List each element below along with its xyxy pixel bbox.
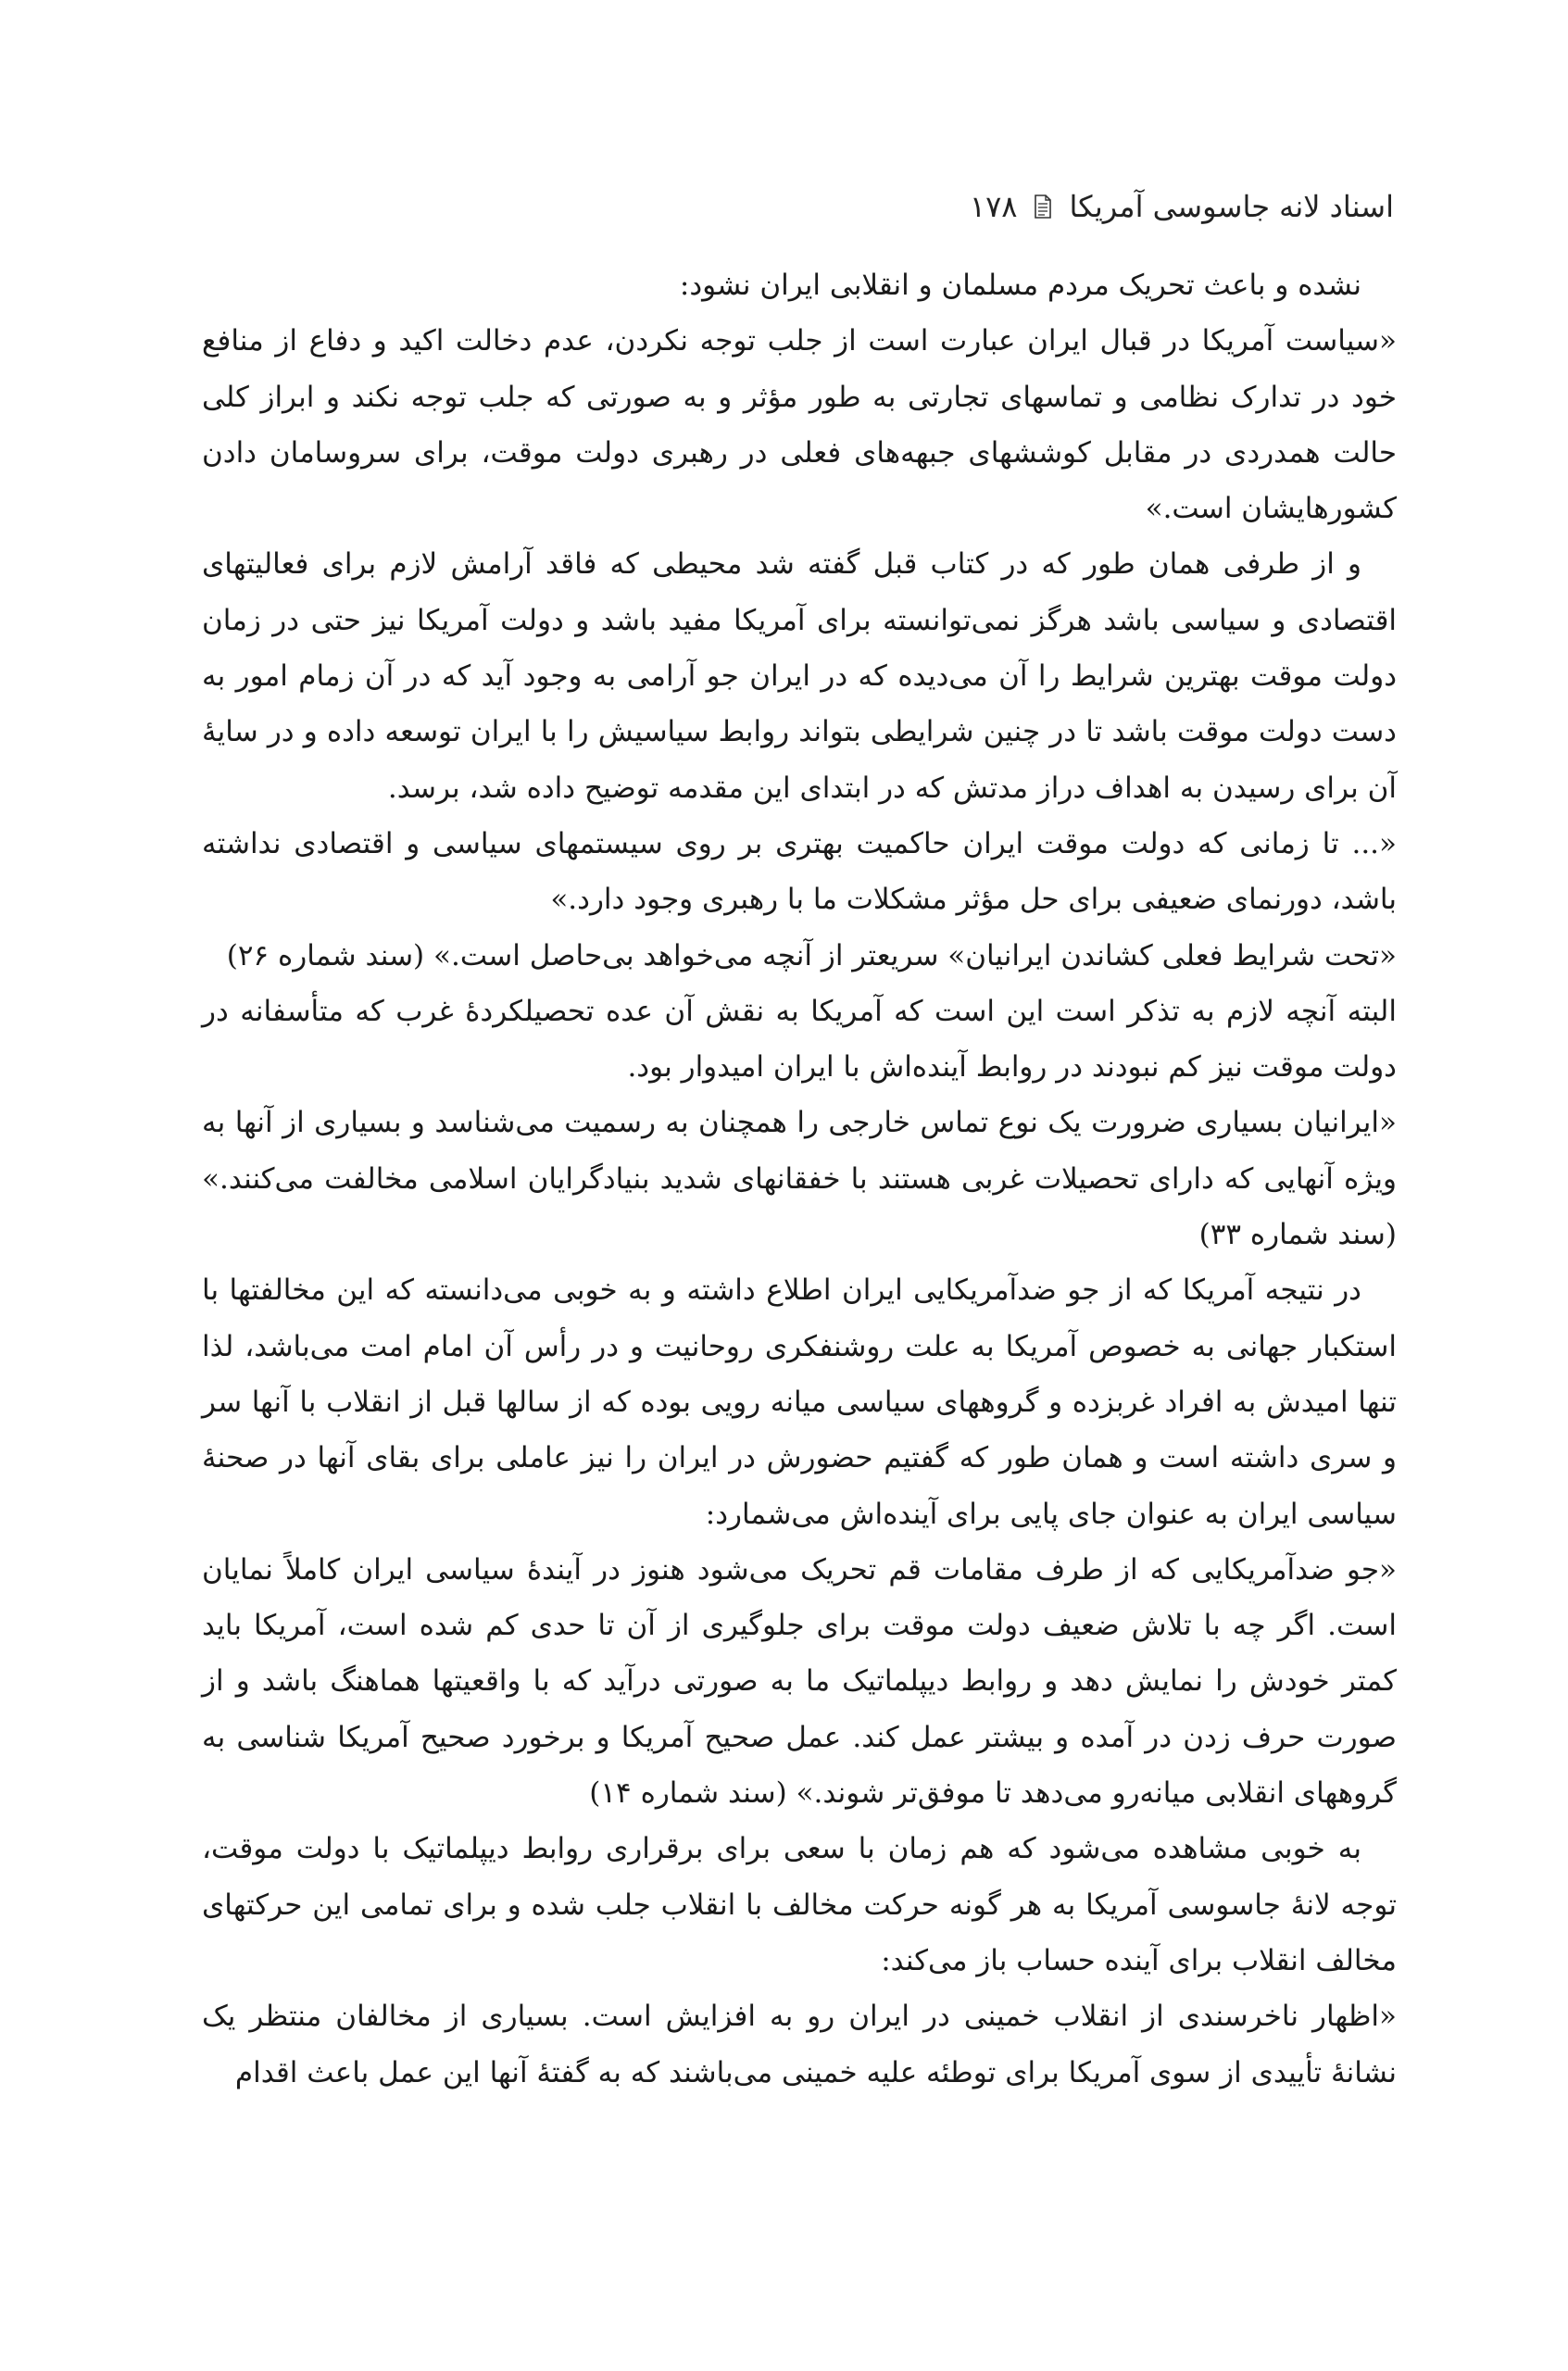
quoted-paragraph: «جو ضدآمریکایی که از طرف مقامات قم تحریک می‌شود هنوز در آیندهٔ سیاسی ایران کاملاً نمایان است. اگر چه با تلاش ضعیف دولت موقت برای جلوگیری از آن تا حدی کم شده است، آمریکا باید کمتر خودش را نمایش دهد و روابط دیپلماتیک ما به صورتی درآید که با واقعیتها هماهنگ باشد و از صورت حرف زدن در آمده و بیشتر عمل کند. عمل صحیح آمریکا و برخورد صحیح آمریکا شناسی به گروههای انقلابی میانه‌رو می‌دهد تا موفق‌تر شوند.» (سند شماره ۱۴) xyxy=(202,1552,1397,1811)
paragraph: در نتیجه آمریکا که از جو ضدآمریکایی ایران اطلاع داشته و به خوبی می‌دانسته که این مخالفتها با استکبار جهانی به خصوص آمریکا به علت روشنفکری روحانیت و در رأس آن امام امت می‌باشد، لذا تنها امیدش به افراد غربزده و گروههای سیاسی میانه رویی بوده که از سالها قبل از انقلاب با آنها سر و سری داشته است و همان طور که گفتیم حضورش در ایران را نیز عاملی برای بقای آنها در صحنهٔ سیاسی ایران به عنوان جای پایی برای آینده‌اش می‌شمارد: xyxy=(202,1273,1397,1531)
page-number: ۱۷۸ xyxy=(969,189,1018,224)
paragraph: و از طرفی همان طور که در کتاب قبل گفته شد محیطی که فاقد آرامش لازم برای فعالیتهای اقتصادی و سیاسی باشد هرگز نمی‌توانسته برای آمریکا مفید باشد و دولت آمریکا نیز حتی در زمان دولت موقت بهترین شرایط را آن می‌دیده که در ایران جو آرامی به وجود آید که در آن زمام امور به دست دولت موقت باشد تا در چنین شرایطی بتواند روابط سیاسیش را با ایران توسعه داده و در سایهٔ آن برای رسیدن به اهداف دراز مدتش که در ابتدای این مقدمه توضیح داده شد، برسد. xyxy=(202,547,1397,805)
paragraph: به خوبی مشاهده می‌شود که هم زمان با سعی برای برقراری روابط دیپلماتیک با دولت موقت، توجه لانهٔ جاسوسی آمریکا به هر گونه حرکت مخالف با انقلاب جلب شده و برای تمامی این حرکتهای مخالف انقلاب برای آینده حساب باز می‌کند: xyxy=(202,1832,1397,1977)
quoted-paragraph: «ایرانیان بسیاری ضرورت یک نوع تماس خارجی را همچنان به رسمیت می‌شناسد و بسیاری از آنها به ویژه آنهایی که دارای تحصیلات غربی هستند با خفقانهای شدید بنیادگرایان اسلامی مخالفت می‌کنند.» (سند شماره ۳۳) xyxy=(202,1106,1397,1252)
document-icon xyxy=(1034,194,1052,219)
quoted-paragraph: «اظهار ناخرسندی از انقلاب خمینی در ایران رو به افزایش است. بسیاری از مخالفان منتظر یک نشانهٔ تأییدی از سوی آمریکا برای توطئه علیه خمینی می‌باشند که به گفتهٔ آنها این عمل باعث اقدام xyxy=(202,2000,1397,2089)
paragraph: نشده و باعث تحریک مردم مسلمان و انقلابی ایران نشود: xyxy=(679,269,1361,302)
paragraph: البته آنچه لازم به تذکر است این است که آمریکا به نقش آن عده تحصیلکردهٔ غرب که متأسفانه در دولت موقت نیز کم نبودند در روابط آینده‌اش با ایران امیدوار بود. xyxy=(202,994,1397,1085)
quoted-paragraph: «تحت شرایط فعلی کشاندن ایرانیان» سریعتر از آنچه می‌خواهد بی‌حاصل است.» (سند شماره ۲۶) xyxy=(226,938,1397,972)
page-text xyxy=(202,257,1397,2101)
book-title: اسناد لانه جاسوسی آمریکا xyxy=(1069,189,1394,224)
quoted-paragraph: «... تا زمانی که دولت موقت ایران حاکمیت بهتری بر روی سیستمهای سیاسی و اقتصادی نداشته باشد، دورنمای ضعیفی برای حل مؤثر مشکلات ما با رهبری وجود دارد.» xyxy=(202,826,1397,917)
running-header xyxy=(926,183,1394,230)
quoted-paragraph: «سیاست آمریکا در قبال ایران عبارت است از جلب توجه نکردن، عدم دخالت اکید و دفاع از منافع خود در تدارک نظامی و تماسهای تجارتی به طور مؤثر و به صورتی که جلب توجه نکند و ابراز کلی حالت همدردی در مقابل کوششهای جبهه‌های فعلی در رهبری دولت موقت، برای سروسامان دادن کشورهایشان است.» xyxy=(202,324,1397,526)
